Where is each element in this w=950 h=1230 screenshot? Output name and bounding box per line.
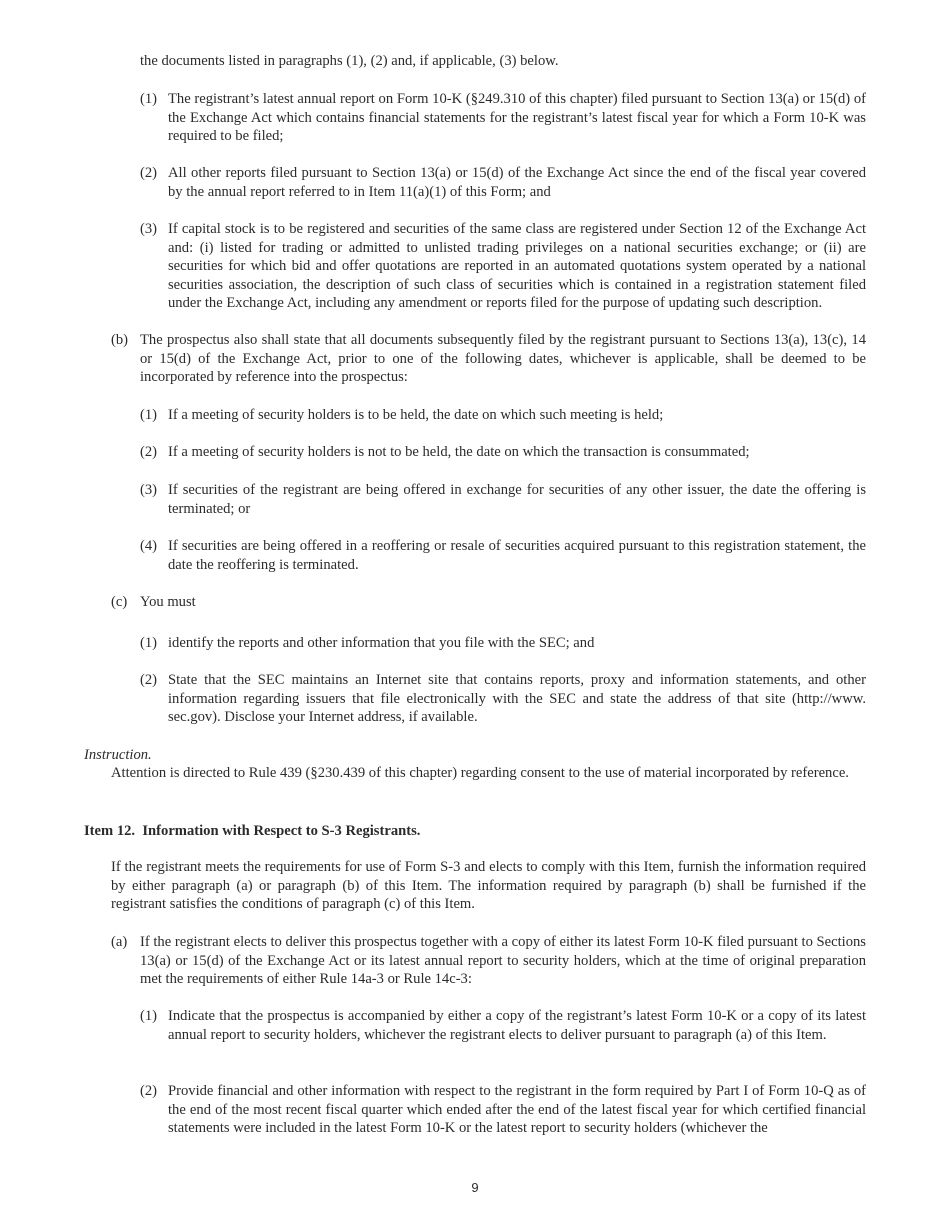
list-label: (3)	[140, 221, 158, 237]
list-label: (4)	[140, 538, 158, 554]
list-item-text: Indicate that the prospectus is accompanied by either a copy of the registrant’s latest Form 10-K or a copy of its latest annual report to security holders, whichever the registrant elects to deliver pursuant to paragraph (a) of this Item.	[168, 1008, 866, 1043]
list-label: (1)	[140, 1008, 158, 1024]
instruction-heading: Instruction.	[84, 747, 152, 763]
paragraph-b-text: The prospectus also shall state that all documents subsequently filed by the registrant pursuant to Sections 13(a), 13(c), 14 or 15(d) of the Exchange Act, prior to one of the following dates, whichever is applicable, shall be deemed to be incorporated by reference into the prospectus:	[140, 332, 866, 386]
list-label: (3)	[140, 482, 158, 498]
paragraph-label-c: (c)	[111, 594, 128, 610]
list-label: (2)	[140, 444, 158, 460]
page-number: 9	[471, 1180, 479, 1195]
list-label: (1)	[140, 407, 158, 423]
list-item-text: Provide financial and other information with respect to the registrant in the form required by Part I of Form 10-Q as of the end of the most recent fiscal quarter which ended after the end of the latest fiscal year for which certified financial statements were included in the latest Form 10-K or the latest report to security holders (whichever the	[168, 1083, 866, 1137]
list-label: (2)	[140, 1083, 158, 1099]
intro-paragraph: the documents listed in paragraphs (1), (2) and, if applicable, (3) below.	[140, 53, 559, 69]
list-label: (2)	[140, 165, 158, 181]
list-item-text: All other reports filed pursuant to Section 13(a) or 15(d) of the Exchange Act since the end of the fiscal year covered by the annual report referred to in Item 11(a)(1) of this Form; and	[168, 165, 866, 200]
list-label: (2)	[140, 672, 158, 688]
list-item-text: identify the reports and other information that you file with the SEC; and	[168, 635, 595, 651]
paragraph-label-a: (a)	[111, 934, 128, 950]
list-item-text: State that the SEC maintains an Internet site that contains reports, proxy and information statements, and other information regarding issuers that file electronically with the SEC and state the address of that site (http://www. sec.gov). Disclose your Internet address, if available.	[168, 672, 866, 726]
item-12-intro: If the registrant meets the requirements for use of Form S-3 and elects to comply with this Item, furnish the information required by either paragraph (a) or paragraph (b) of this Item. The information required by paragraph (b) shall be furnished if the registrant satisfies the conditions of paragraph (c) of this Item.	[111, 859, 866, 913]
list-item-text: If a meeting of security holders is not to be held, the date on which the transaction is consummated;	[168, 444, 750, 460]
list-item-text: If securities are being offered in a reoffering or resale of securities acquired pursuant to this registration statement, the date the reoffering is terminated.	[168, 538, 866, 573]
list-label: (1)	[140, 635, 158, 651]
item-12-heading: Item 12. Information with Respect to S-3 Registrants.	[84, 823, 421, 839]
list-item-text: If a meeting of security holders is to be held, the date on which such meeting is held;	[168, 407, 664, 423]
list-label: (1)	[140, 91, 158, 107]
paragraph-label-b: (b)	[111, 332, 129, 348]
instruction-text: Attention is directed to Rule 439 (§230.439 of this chapter) regarding consent to the use of material incorporated by reference.	[111, 765, 849, 781]
paragraph-c-text: You must	[140, 594, 196, 610]
list-item-text: If capital stock is to be registered and securities of the same class are registered under Section 12 of the Exchange Act and: (i) listed for trading or admitted to unlisted trading privileges on a national securities exchange; or (ii) are securities for which bid and offer quotations are reported in an automated quotations system operated by a national securities association, the description of such class of securities which is contained in a registration statement filed under the Exchange Act, including any amendment or reports filed for the purpose of updating such description.	[168, 221, 866, 312]
list-item-text: If securities of the registrant are being offered in exchange for securities of any other issuer, the date the offering is terminated; or	[168, 482, 866, 517]
item-12-a-text: If the registrant elects to deliver this prospectus together with a copy of either its latest Form 10-K filed pursuant to Sections 13(a) or 15(d) of the Exchange Act or its latest annual report to security holders, which at the time of original preparation met the requirements of either Rule 14a-3 or Rule 14c-3:	[140, 934, 866, 988]
list-item-text: The registrant’s latest annual report on Form 10-K (§249.310 of this chapter) filed pursuant to Section 13(a) or 15(d) of the Exchange Act which contains financial statements for the registrant’s latest fiscal year for which a Form 10-K was required to be filed;	[168, 91, 866, 145]
